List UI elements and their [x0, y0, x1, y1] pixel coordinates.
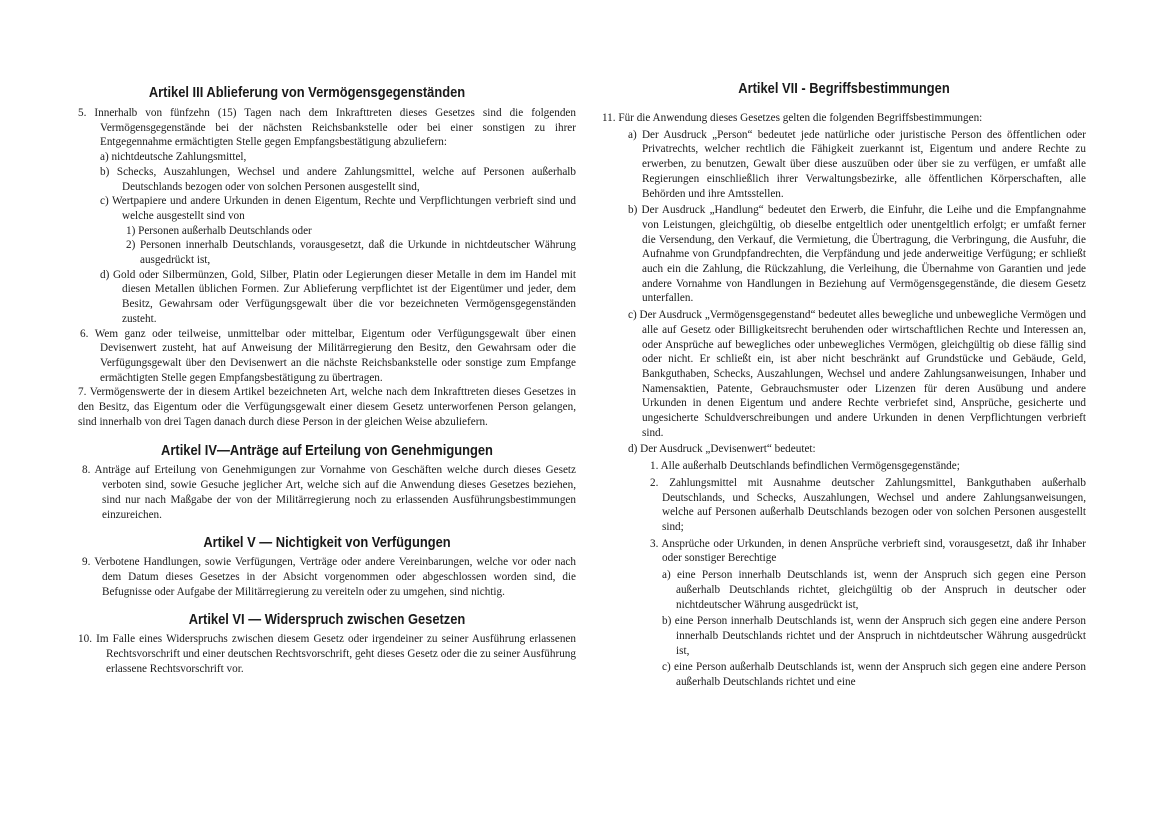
paragraph-5-a: a) nichtdeutsche Zahlungsmittel, [100, 151, 247, 164]
paragraph-9: 9. Verbotene Handlungen, sowie Verfügungen, Verträge oder andere Vereinbarungen, welche vor oder nach dem Datum dieses Gesetzes in der Absicht vorgenommen oder abgeschlossen worden sind, die Befugnisse oder Aufgabe der Militärregierung zu vereiteln oder zu umgehen, sind nichtig. [82, 556, 576, 598]
paragraph-5-c-2: 2) Personen innerhalb Deutschlands, vorausgesetzt, daß die Urkunde in nichtdeutscher Währung ausgedrückt ist, [126, 239, 576, 267]
paragraph-5-b: b) Schecks, Auszahlungen, Wechsel und andere Zahlungsmittel, welche auf Personen außerhalb Deutschlands bezogen oder von solchen Personen ausgestellt sind, [100, 165, 576, 193]
paragraph-6: 6. Wem ganz oder teilweise, unmittelbar oder mittelbar, Eigentum oder Verfügungsgewalt über einen Devisenwert zusteht, hat auf Anweisung der Militärregierung den Besitz, den Gewahrsam oder die Verfügungsgewalt über den Devisenwert an die nächste Reichsbankstelle oder sonstige zum Empfange ermächtigten Stelle gegen Empfangsbestätigung zu übertragen. [80, 327, 576, 384]
paragraph-8: 8. Anträge auf Erteilung von Genehmigungen zur Vornahme von Geschäften welche durch dieses Gesetz verboten sind, sowie Gesuche jeglicher Art, welche sich auf die Anwendung dieses Gesetzes beziehen, sind nur nach Maßgabe der von der Militärregierung noch zu erlassenden Ausführungsbestimmungen einzureichen. [82, 464, 576, 521]
article-6-heading: Artikel VI — Widerspruch zwischen Gesetzen [188, 611, 466, 629]
paragraph-5-d: d) Gold oder Silbermünzen, Gold, Silber, Platin oder Legierungen dieser Metalle in dem im Handel mit diesen Metallen üblichen Formen. Zur Ablieferung verpflichtet ist der Eigentümer und jeder, dem Besitz, Gewahrsam oder Verfügungsgewalt über die vor bezeichneten Vermögensgegenständen zusteht. [100, 268, 576, 325]
paragraph-5-c: c) Wertpapiere und andere Urkunden in denen Eigentum, Rechte und Verpflichtungen verbrieft sind und welche ausgestellt sind von [100, 195, 576, 222]
paragraph-10: 10. Im Falle eines Widerspruchs zwischen diesem Gesetz oder irgendeiner zu seiner Ausführung erlassenen Rechtsvorschrift und einer deutschen Rechtsvorschrift, geht dieses Gesetz oder die zu seiner Ausführung erlassene Rechtsvorschrift vor. [78, 633, 576, 675]
paragraph-11-d: d) Der Ausdruck „Devisenwert“ bedeutet: [628, 443, 816, 456]
paragraph-11-d-2: 2. Zahlungsmittel mit Ausnahme deutscher Zahlungsmittel, Bankguthaben außerhalb Deutschlands, und Schecks, Auszahlungen, Wechsel und andere Zahlungsanweisungen, welche auf Personen außerhalb Deutschlands bezogen oder von solchen Personen ausgestellt sind; [650, 476, 1086, 533]
paragraph-11-d-3: 3. Ansprüche oder Urkunden, in denen Ansprüche verbrieft sind, vorausgesetzt, daß ihr Inhaber oder sonstiger Berechtige [650, 537, 1086, 565]
paragraph-11-d-3-c: c) eine Person außerhalb Deutschlands ist, wenn der Anspruch sich gegen eine andere Person außerhalb Deutschlands richtet und eine [662, 661, 1086, 689]
paragraph-5-c-1: 1) Personen außerhalb Deutschlands oder [126, 224, 312, 237]
article-3-heading: Artikel III Ablieferung von Vermögensgegenständen [148, 84, 466, 101]
article-4-heading: Artikel IV—Anträge auf Erteilung von Genehmigungen [161, 442, 493, 460]
left-page [78, 84, 576, 677]
paragraph-11-d-3-a: a) eine Person innerhalb Deutschlands ist, wenn der Anspruch sich gegen eine Person außerhalb Deutschlands richtet, gleichgültig ob der Anspruch in deutscher oder nichtdeutscher Währung ausgedrückt ist, [662, 569, 1086, 611]
paragraph-11: 11. Für die Anwendung dieses Gesetzes gelten die folgenden Begriffsbestimmungen: [602, 112, 983, 124]
paragraph-11-c: c) Der Ausdruck „Vermögensgegenstand“ bedeutet alles bewegliche und unbewegliche Vermögen und alle auf Gesetz oder Billigkeitsrecht beruhenden oder wirtschaftlichen Rechte und Interessen an, oder Ansprüche auf bewegliches oder unbewegliches Vermögen, gleichgültig ob diese fällig sind oder nicht. Er schließt ein, ist aber nicht beschränkt auf Grundstücke und Gebäude, Geld, Bankguthaben, Schecks, Auszahlungen, Wechsel und andere Zahlungsanweisungen, Inhaber und Namensaktien, Patente, Gebrauchsmuster oder Lizenzen für deren Ausübung und andere Urkunden in denen Eigentum und andere Rechte verbriefet sind, Ansprüche, gesicherte und ungesicherte Schuldverschreibungen und andere Urkunden in denen Verpflichtungen verbrieft sind. [628, 309, 1086, 439]
paragraph-11-d-1: 1. Alle außerhalb Deutschlands befindlichen Vermögensgegenstände; [650, 460, 960, 473]
paragraph-11-d-3-b: b) eine Person innerhalb Deutschlands ist, wenn der Anspruch sich gegen eine andere Person innerhalb Deutschlands richtet und der Anspruch in nichtdeutscher Währung ausgedrückt ist, [662, 615, 1086, 657]
paragraph-11-b: b) Der Ausdruck „Handlung“ bedeutet den Erwerb, die Einfuhr, die Leihe und die Empfangnahme von Leistungen, gleichgültig, ob dieselbe entgeltlich oder unentgeltlich erfolgt; er umfaßt ferner die Versendung, den Verkauf, die Vermietung, die Übertragung, die Verbringung, die Ausfuhr, die Aufnahme von Grundpfandrechten, die Verpfändung und jede anderweitige Verfügung; er schließt auch ein die Zahlung, die Rückzahlung, die Verleihung, die Übernahme von Garantien und jede andere Vornahme von Handlungen in Beziehung auf Vermögensgegenstände, die diesem Gesetz unterfallen. [628, 204, 1086, 305]
paragraph-11-a: a) Der Ausdruck „Person“ bedeutet jede natürliche oder juristische Person des öffentlichen oder Privatrechts, welcher rechtlich die Fähigkeit zuerkannt ist, Eigentum und andere Rechte zu erwerben, zu benutzen, Gewalt über diese auszuüben oder über sie zu verfügen, er umfaßt alle Regierungen einschließlich ihrer Verwaltungsbezirke, alle öffentlichen Körperschaften, alle Behörden und ihre Amtsstellen. [628, 128, 1086, 200]
paragraph-5: 5. Innerhalb von fünfzehn (15) Tagen nach dem Inkrafttreten dieses Gesetzes sind die folgenden Vermögensgegenstände bei der nächsten Reichsbankstelle oder bei einer sonstigen zu ihrer Entgegennahme ermächtigten Stelle gegen Empfangsbestätigung abzuliefern: [78, 107, 576, 149]
article-7-heading: Artikel VII - Begriffsbestimmungen [738, 80, 950, 97]
paragraph-7: 7. Vermögenswerte der in diesem Artikel bezeichneten Art, welche nach dem Inkrafttreten dieses Gesetzes in den Besitz, das Eigentum oder die Verfügungsgewalt einer diesem Gesetz unterworfenen Person gelangen, sind innerhalb von drei Tagen danach durch diese Person in der gleichen Weise abzuliefern. [78, 386, 576, 428]
right-page [602, 80, 1086, 692]
article-5-heading: Artikel V — Nichtigkeit von Verfügungen [203, 534, 451, 552]
